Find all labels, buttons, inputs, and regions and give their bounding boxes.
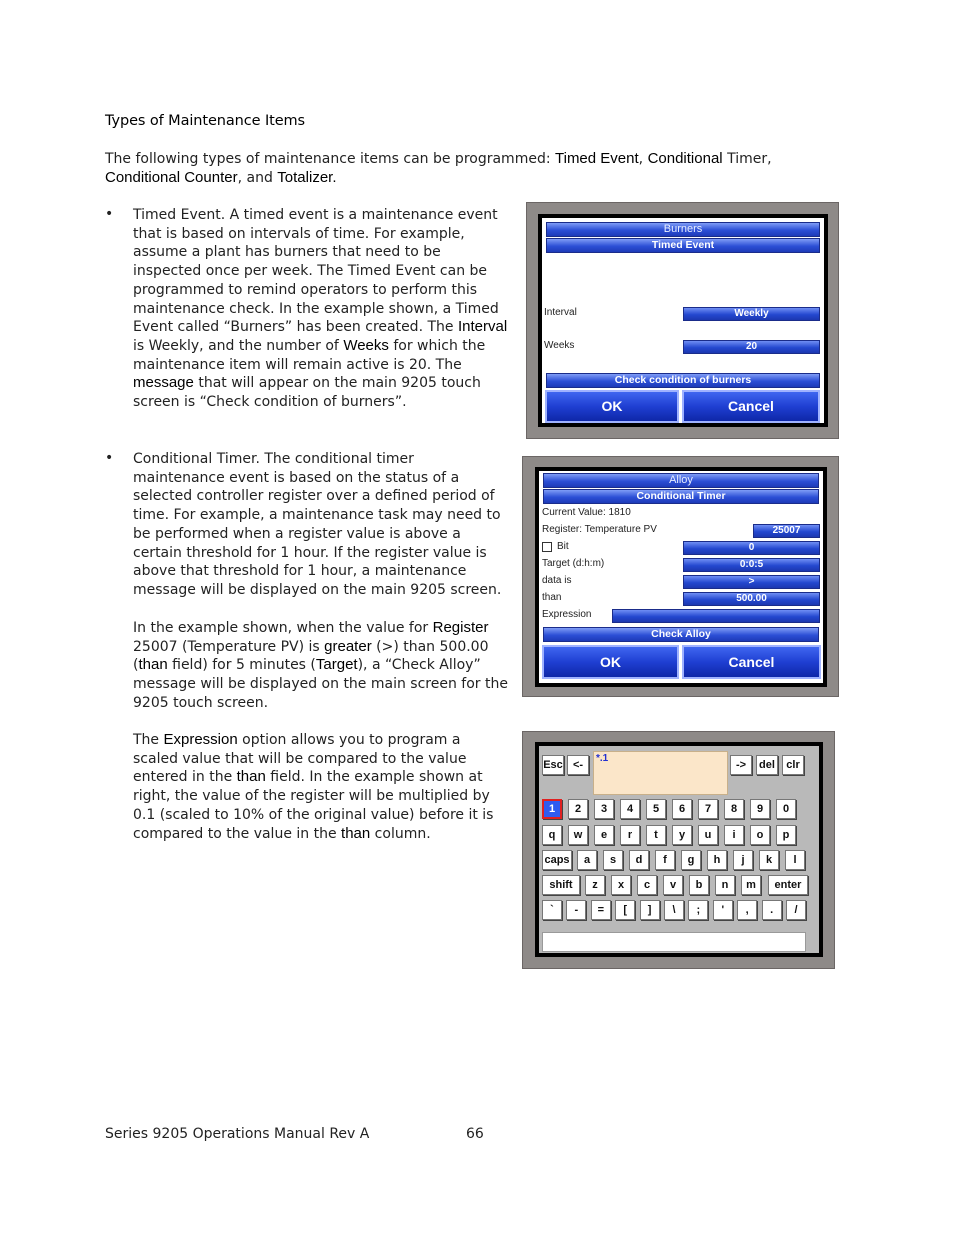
p1-text: Timed Event. A timed event is a maintenance event that is based on intervals of time. For example, assume a plant has burners that need to be inspected once per week. The Timed Event can be programmed to remind operators to perform this maintenance check. In the example shown, a Timed Event called “Burners” has been created. The (133, 207, 499, 336)
kw-greater: greater (324, 637, 372, 655)
key-row1-1[interactable]: 2 (568, 799, 588, 819)
p4-text: field. In the example shown at right, the value of the register will be multiplied by 0.1 (scaled to 10% of the original value) before it is compared to the value in the (133, 769, 494, 842)
keyboard-screen (535, 742, 823, 957)
key-row2-8[interactable]: o (750, 825, 770, 845)
register-field[interactable]: 25007 (753, 524, 820, 538)
kw-message: message (133, 374, 194, 392)
key-row1-3[interactable]: 4 (620, 799, 640, 819)
key-row3-9[interactable]: l (785, 850, 805, 870)
expression-paragraph (133, 731, 509, 843)
key-row1-9[interactable]: 0 (776, 799, 796, 819)
key-row4-2[interactable]: x (611, 875, 631, 895)
keyboard (539, 746, 819, 953)
key-row1-0[interactable]: 1 (542, 799, 562, 819)
touch-screen (535, 467, 827, 687)
key-row5-1[interactable]: - (566, 900, 586, 920)
kw-than: than (341, 824, 371, 842)
key-row4-0[interactable]: shift (542, 875, 580, 895)
kw-conditional: Conditional (647, 150, 723, 167)
key-row2-9[interactable]: p (776, 825, 796, 845)
weeks-field[interactable]: 20 (683, 340, 820, 354)
p3-text: field) for 5 minutes ( (167, 657, 316, 674)
key-row1-5[interactable]: 6 (672, 799, 692, 819)
key-row4-4[interactable]: v (663, 875, 683, 895)
register-label: Register: Temperature PV (542, 524, 657, 535)
title-bar: Burners (546, 222, 820, 237)
key-row5-7[interactable]: ' (713, 900, 733, 920)
weeks-label: Weeks (544, 340, 575, 351)
p1-text: that will appear on the main 9205 touch screen is “Check condition of burners”. (133, 375, 481, 411)
p3-text: 25007 (Temperature PV) is (133, 638, 325, 655)
p1-text: for which the maintenance item will remain active is 20. The (133, 337, 486, 373)
timed-event-paragraph (133, 206, 509, 412)
p4-text: The (133, 732, 164, 748)
key-row1-7[interactable]: 8 (724, 799, 744, 819)
key-row2-1[interactable]: w (568, 825, 588, 845)
key-row5-3[interactable]: [ (615, 900, 635, 920)
kw-than: than (138, 656, 168, 674)
bit-checkbox[interactable] (542, 542, 552, 552)
ok-button[interactable]: OK (545, 390, 679, 423)
page-number: 66 (466, 1126, 484, 1142)
kw-weeks: Weeks (343, 336, 389, 354)
intro-text: The following types of maintenance items can be programmed: (105, 151, 555, 167)
bit-label: Bit (557, 541, 569, 552)
intro-text: , and (237, 169, 278, 186)
key-row0-3[interactable]: del (756, 755, 778, 775)
key-row2-7[interactable]: i (724, 825, 744, 845)
kw-than: than (236, 768, 266, 786)
keyboard-screenshot (522, 731, 835, 969)
kw-expression: Expression (163, 731, 238, 748)
data-is-field[interactable]: > (683, 575, 820, 589)
than-label: than (542, 592, 562, 603)
key-row3-4[interactable]: f (655, 850, 675, 870)
current-value-label: Current Value: 1810 (542, 507, 631, 518)
key-row0-2[interactable]: -> (730, 755, 752, 775)
key-row4-5[interactable]: b (689, 875, 709, 895)
key-row0-0[interactable]: Esc (542, 755, 564, 775)
interval-label: Interval (544, 307, 577, 318)
example-paragraph (133, 619, 509, 713)
key-row1-2[interactable]: 3 (594, 799, 614, 819)
message-field[interactable]: Check Alloy (543, 627, 819, 642)
intro-text: Timer (722, 151, 768, 167)
kw-target: Target (315, 656, 358, 674)
key-row0-1[interactable]: <- (567, 755, 589, 775)
p3-text: In the example shown, when the value for (133, 620, 433, 636)
key-row3-2[interactable]: s (603, 850, 623, 870)
key-row4-3[interactable]: c (637, 875, 657, 895)
key-row3-8[interactable]: k (759, 850, 779, 870)
cancel-button[interactable]: Cancel (682, 645, 821, 679)
bullet-marker: • (105, 206, 114, 222)
bit-field[interactable]: 0 (683, 541, 820, 555)
touch-screen (538, 214, 828, 427)
p4-text: option allows you to program a scaled value that will be compared to the value entered in the (133, 732, 467, 786)
kw-conditional-counter: Conditional Counter (105, 168, 238, 186)
key-row3-1[interactable]: a (577, 850, 597, 870)
key-row2-4[interactable]: t (646, 825, 666, 845)
key-row0-4[interactable]: clr (782, 755, 804, 775)
expression-input[interactable] (593, 751, 728, 795)
key-row5-8[interactable]: , (737, 900, 757, 920)
title-bar: Alloy (543, 473, 819, 488)
kw-timed-event: Timed Event (555, 150, 639, 167)
key-row2-5[interactable]: y (672, 825, 692, 845)
key-row5-6[interactable]: ; (688, 900, 708, 920)
section-heading: Types of Maintenance Items (105, 113, 306, 129)
type-bar: Conditional Timer (543, 489, 819, 504)
timed-event-screenshot (526, 202, 839, 439)
spacebar[interactable] (542, 932, 806, 952)
intro-text: , (767, 151, 772, 167)
key-row5-4[interactable]: ] (640, 900, 660, 920)
key-row3-5[interactable]: g (681, 850, 701, 870)
key-row2-3[interactable]: r (620, 825, 640, 845)
p1-text: is Weekly, and the number of (133, 337, 344, 354)
key-row1-6[interactable]: 7 (698, 799, 718, 819)
kw-register: Register (432, 619, 489, 636)
intro-paragraph (105, 150, 805, 187)
target-field[interactable]: 0:0:5 (683, 558, 820, 572)
key-row4-1[interactable]: z (585, 875, 605, 895)
target-label: Target (d:h:m) (542, 558, 605, 569)
p3-text: ), a “Check Alloy” message will be displayed on the main screen for the 9205 touch screen. (133, 657, 508, 711)
conditional-timer-screenshot (522, 456, 839, 697)
key-row3-0[interactable]: caps (542, 850, 572, 870)
key-row4-6[interactable]: n (715, 875, 735, 895)
key-row1-4[interactable]: 5 (646, 799, 666, 819)
key-row2-2[interactable]: e (594, 825, 614, 845)
key-row3-3[interactable]: d (629, 850, 649, 870)
key-row5-9[interactable]: . (762, 900, 782, 920)
bullet-marker: • (105, 450, 114, 466)
footer-title: Series 9205 Operations Manual Rev A (105, 1126, 370, 1142)
key-row3-7[interactable]: j (733, 850, 753, 870)
message-field[interactable]: Check condition of burners (546, 373, 820, 388)
expression-input-value: *.1 (596, 753, 609, 764)
key-row2-0[interactable]: q (542, 825, 562, 845)
p4-text: column. (370, 825, 431, 842)
key-row5-0[interactable]: ` (542, 900, 562, 920)
kw-interval: Interval (457, 318, 508, 336)
key-row4-7[interactable]: m (741, 875, 761, 895)
key-row5-10[interactable]: / (786, 900, 806, 920)
intro-text: , (638, 151, 648, 167)
conditional-timer-paragraph: Conditional Timer. The conditional timer maintenance event is based on the status of a selected controller register over a defined period of time. For example, a maintenance task may need to be performed when a register value is above a certain threshold for 1 hour. If the register value is above that threshold for 1 hour, a maintenance message will be displayed on the main 9205 screen. (133, 451, 502, 598)
type-bar: Timed Event (546, 238, 820, 253)
key-row4-8[interactable]: enter (768, 875, 808, 895)
cancel-button[interactable]: Cancel (682, 390, 820, 423)
key-row5-5[interactable]: \ (664, 900, 684, 920)
kw-totalizer: Totalizer. (277, 168, 337, 186)
key-row3-6[interactable]: h (707, 850, 727, 870)
key-row2-6[interactable]: u (698, 825, 718, 845)
key-row1-8[interactable]: 9 (750, 799, 770, 819)
expression-label: Expression (542, 609, 592, 620)
p3-text: (>) than 500.00 ( (133, 638, 489, 674)
data-is-label: data is (542, 575, 572, 586)
expression-field[interactable] (612, 609, 820, 623)
interval-field[interactable]: Weekly (683, 307, 820, 321)
key-row5-2[interactable]: = (591, 900, 611, 920)
ok-button[interactable]: OK (542, 645, 679, 679)
than-field[interactable]: 500.00 (683, 592, 820, 606)
